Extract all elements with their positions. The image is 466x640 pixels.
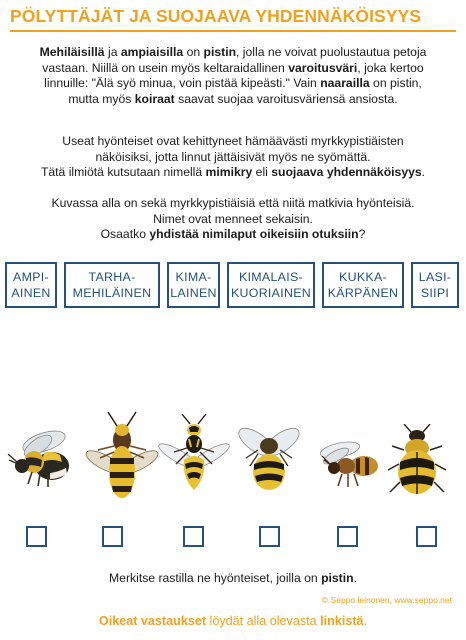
text: Tätä ilmiötä kutsutaan nimellä bbox=[40, 165, 206, 180]
mimicry-line-2: näköisiksi, jotta linnut jättäisivät myös ne syömättä. bbox=[95, 149, 371, 164]
label-line: AINEN bbox=[11, 286, 51, 300]
intro-line-1 bbox=[14, 45, 452, 61]
bold-pistin: pistin bbox=[321, 571, 354, 585]
bold-naarailla: naarailla bbox=[320, 76, 370, 91]
bold-koiraat: koiraat bbox=[134, 91, 175, 106]
label-line: TARHA- bbox=[88, 270, 136, 284]
label-ampiainen[interactable] bbox=[5, 262, 57, 308]
label-line: KUKKA- bbox=[339, 270, 387, 284]
label-line: KUORIAINEN bbox=[230, 286, 312, 300]
text: , jolla ne voivat puolustautua petoja bbox=[236, 45, 427, 59]
mimicry-paragraph bbox=[14, 134, 452, 181]
checkbox-5[interactable] bbox=[337, 526, 358, 547]
task-line-1: Kuvassa alla on sekä myrkkypistiäisiä että niitä matkivia hyönteisiä. bbox=[51, 196, 415, 210]
bold-ampiaisilla: ampiaisilla bbox=[120, 45, 184, 59]
mimicry-line-1: Useat hyönteiset ovat kehittyneet hämäävästi myrkkypistiäisten bbox=[62, 134, 404, 148]
text: . bbox=[421, 165, 426, 180]
bold-varoitusvari: varoitusväri bbox=[288, 60, 358, 75]
intro-line-4 bbox=[14, 92, 452, 108]
bold-suojaava-yhdennakoisyys: suojaava yhdennäköisyys bbox=[271, 165, 422, 180]
label-line: MEHILÄINEN bbox=[72, 286, 152, 300]
bold-pistin: pistin bbox=[203, 45, 237, 59]
text: vastaan. Niillä on usein myös keltaraidallinen bbox=[42, 60, 289, 75]
text: linnuille: "Älä syö minua, voin pistää kipeästi." Vain bbox=[44, 76, 321, 91]
label-line: SIIPI bbox=[420, 286, 450, 300]
checkbox-6[interactable] bbox=[416, 526, 437, 547]
checkbox-3[interactable] bbox=[183, 526, 204, 547]
label-kimalaiskuoriainen[interactable] bbox=[227, 262, 315, 308]
bee-beetle-icon bbox=[386, 424, 448, 500]
text: Merkitse rastilla ne hyönteiset, joilla on bbox=[109, 571, 322, 585]
task-paragraph bbox=[14, 196, 452, 243]
text: ? bbox=[358, 227, 366, 242]
label-line: LAINEN bbox=[170, 286, 217, 300]
answers-text bbox=[0, 614, 466, 628]
text: löydät alla olevasta bbox=[206, 614, 321, 628]
text: on bbox=[183, 45, 204, 59]
checkbox-4[interactable] bbox=[259, 526, 280, 547]
label-kukkakarpanen[interactable] bbox=[322, 262, 404, 308]
answers-link[interactable]: linkistä bbox=[320, 614, 364, 628]
hornet-moth-icon bbox=[84, 406, 160, 510]
intro-line-3 bbox=[14, 76, 452, 92]
text: ja bbox=[104, 45, 121, 59]
label-kimalainen[interactable] bbox=[167, 262, 220, 308]
checkbox-2[interactable] bbox=[102, 526, 123, 547]
instruction-text bbox=[0, 571, 466, 585]
mimicry-line-3 bbox=[14, 165, 452, 181]
text: , joka kertoo bbox=[357, 60, 424, 75]
label-line: AMPI- bbox=[13, 270, 49, 284]
text: saavat suojaa varoitusväriensä ansiosta. bbox=[174, 91, 398, 106]
bold-mimikry: mimikry bbox=[205, 165, 253, 180]
label-tarhamehilainen[interactable] bbox=[64, 262, 160, 308]
task-line-2: Nimet ovat menneet sekaisin. bbox=[153, 211, 313, 226]
label-lasisiipi[interactable] bbox=[411, 262, 459, 308]
title-underline bbox=[10, 30, 456, 32]
page-title: PÖLYTTÄJÄT JA SUOJAAVA YHDENNÄKÖISYYS bbox=[10, 6, 422, 26]
intro-line-2 bbox=[14, 61, 452, 77]
name-labels bbox=[5, 262, 461, 312]
label-line: LASI- bbox=[418, 270, 452, 284]
answer-checkboxes bbox=[0, 526, 466, 552]
text: Osaatko bbox=[100, 227, 150, 242]
bold-task: yhdistää nimilaput oikeisiin otuksiin bbox=[149, 227, 359, 242]
intro-paragraph bbox=[14, 45, 452, 107]
label-line: KIMALAIS- bbox=[239, 270, 303, 284]
insect-illustrations bbox=[0, 400, 466, 515]
checkbox-1[interactable] bbox=[26, 526, 47, 547]
label-line: KÄRPÄNEN bbox=[327, 286, 399, 300]
text: . bbox=[363, 614, 368, 628]
wasp-icon bbox=[156, 412, 232, 502]
text: on pistin, bbox=[369, 76, 422, 91]
text: eli bbox=[252, 165, 272, 180]
honeybee-icon bbox=[314, 434, 386, 492]
bumblebee-icon bbox=[4, 420, 76, 492]
text: . bbox=[353, 571, 357, 585]
bold-oikeat-vastaukset: Oikeat vastaukset bbox=[98, 614, 207, 628]
bold-mehilaisilla: Mehiläisillä bbox=[39, 45, 105, 59]
copyright-text: © Seppo leinonen, www.seppo.net bbox=[321, 595, 452, 605]
text: mutta myös bbox=[68, 91, 135, 106]
hoverfly-icon bbox=[234, 422, 304, 500]
task-line-3 bbox=[14, 227, 452, 243]
label-line: KIMA- bbox=[175, 270, 212, 284]
